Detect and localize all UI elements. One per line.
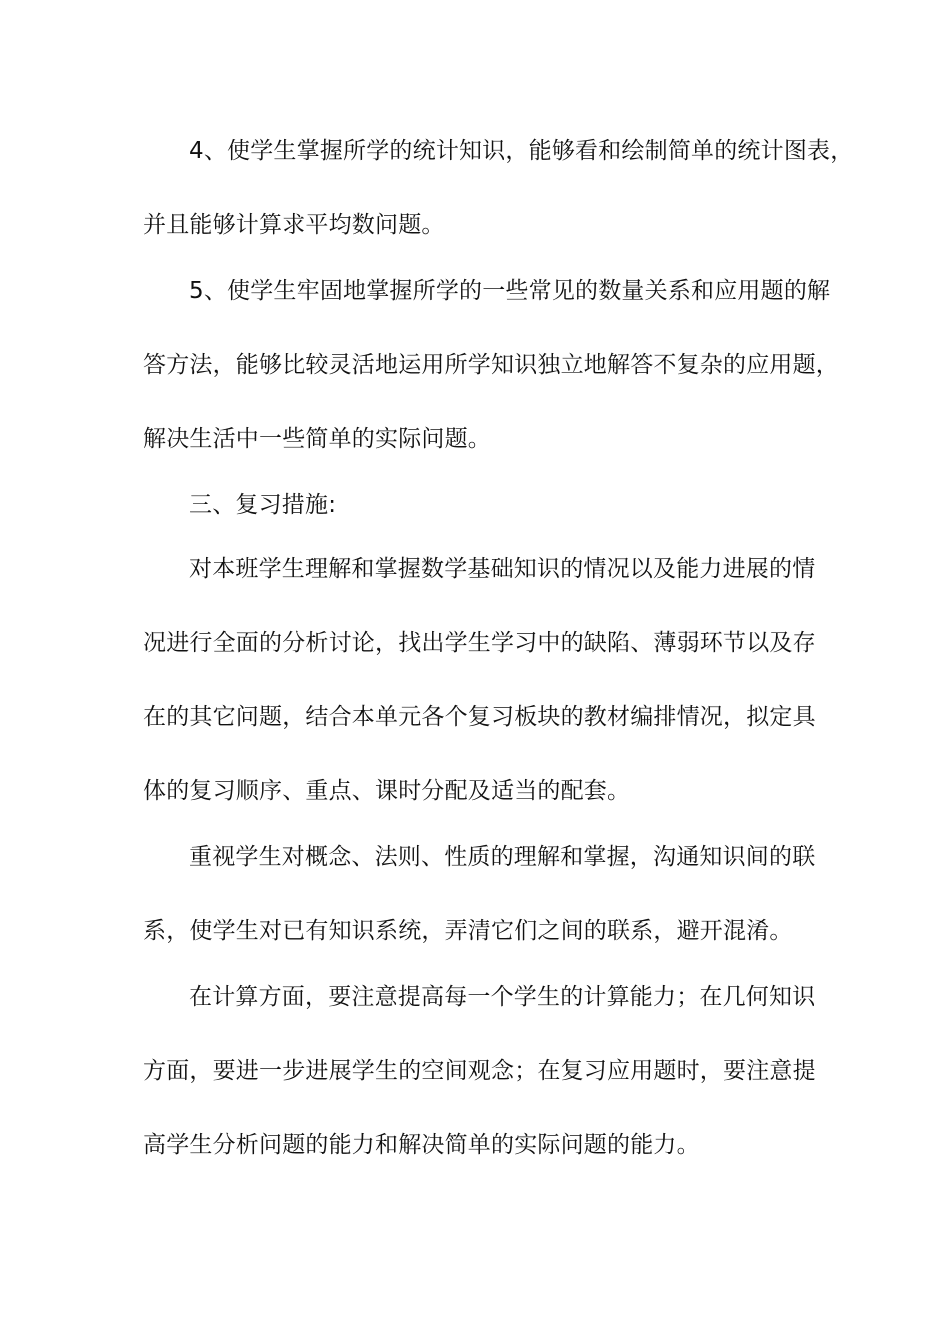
paragraph-line: 在计算方面，要注意提高每一个学生的计算能力；在几何知识 [189, 984, 816, 1010]
paragraph-line: 答方法，能够比较灵活地运用所学知识独立地解答不复杂的应用题， [143, 352, 839, 378]
paragraph-line: 5、使学生牢固地掌握所学的一些常见的数量关系和应用题的解 [189, 278, 831, 304]
paragraph-line: 解决生活中一些简单的实际问题。 [143, 426, 491, 452]
paragraph-line: 并且能够计算求平均数问题。 [143, 212, 445, 238]
paragraph-line: 对本班学生理解和掌握数学基础知识的情况以及能力进展的情 [189, 556, 816, 582]
paragraph-line: 在的其它问题，结合本单元各个复习板块的教材编排情况，拟定具 [143, 704, 816, 730]
section-heading: 三、复习措施: [189, 492, 337, 518]
paragraph-line: 重视学生对概念、法则、性质的理解和掌握，沟通知识间的联 [189, 844, 816, 870]
paragraph-line: 高学生分析问题的能力和解决简单的实际问题的能力。 [143, 1132, 700, 1158]
paragraph-line: 方面，要进一步进展学生的空间观念；在复习应用题时，要注意提 [143, 1058, 816, 1084]
paragraph-line: 况进行全面的分析讨论，找出学生学习中的缺陷、薄弱环节以及存 [143, 630, 816, 656]
paragraph-line: 系，使学生对已有知识系统，弄清它们之间的联系，避开混淆。 [143, 918, 793, 944]
paragraph-line: 4、使学生掌握所学的统计知识，能够看和绘制简单的统计图表， [189, 138, 854, 164]
paragraph-line: 体的复习顺序、重点、课时分配及适当的配套。 [143, 778, 631, 804]
